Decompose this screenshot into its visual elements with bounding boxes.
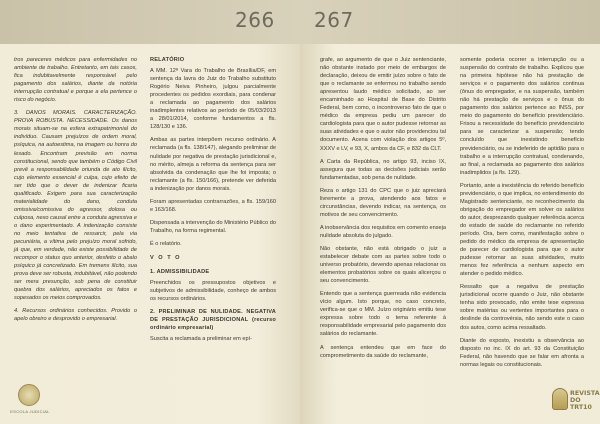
paragraph: tros pareceres médicos para enfermidades no ambiente de trabalho. Entretanto, em tais casos, fica indubitavelmente responsável pelo pagamento dos salários, diante da notória interrupção contratual e porque a ela pertence o risco do negócio. xyxy=(14,57,137,104)
paragraph: grafe, ao argumento de que o Juiz sentenciante, não obstante instado por meio de embargos de declaração, deixou de emitir juízo sobre o fato de que o reclamante se enfermou no trabalho sendo apresentou laudo médico solicitado, ao ser encaminhado ao Hospital de Base do Distrito Federal, bem como, o incontroverso fato de que o médico da empresa pediu um parecer do cardiologista para que o autor pudesse retornar as suas atividades e que o autor não providenciou tal documento. Acena com violação dos artigos 5º, XXXV e LV, e 93, X, ambos da CF, e 832 da CLT. xyxy=(320,57,446,152)
paragraph: Suscita a reclamada a preliminar em epí- xyxy=(150,336,252,343)
paragraph: Portanto, ante a inexistência do referido benefício previdenciário, o que implica, no entendimento do Magistrado sentenciante, no reconhecimento da obrigação do empregador em solver os salários do autor, desprezando qualquer referência acerca do estado de saúde do reclamante no referido período. Ora, bem como, manifestação sobre o pedido do médico da empresa de apresentação de parecer de cardiologista para que o autor pudesse retornar as suas atividades, muito menos fez referência a nenhum aspecto em atender o pedido médico. xyxy=(460,182,584,278)
revista-trt10-label: REVISTA DO TRT10 xyxy=(570,390,600,412)
section-heading: 1. ADMISSIBILIDADE xyxy=(150,269,210,276)
right-column-1 xyxy=(320,56,446,365)
paragraph: Foram apresentadas contrarrazões, a fls. 159/160 e 163/168. xyxy=(150,198,276,213)
paragraph: Dispensada a intervenção do Ministério Público do Trabalho, na forma regimental. xyxy=(150,219,276,234)
paragraph: Entendo que a sentença guerreada não evidencia vício algum. Isto porque, no caso concreto, verifica-se que o MM. Juízo originário emitiu tese expressa sobre todo o tema referente à responsabilidade empresarial pelo pagamento dos salários do reclamante. xyxy=(320,291,446,338)
right-page xyxy=(300,0,600,424)
trt10-emblem-icon xyxy=(552,388,568,410)
paragraph: 3. DANOS MORAIS. CARACTERIZAÇÃO. PROVA ROBUSTA. NECESSIDADE. Os danos morais situam-se na esfera extrapatrimonial do indivíduo. Causam prejuízos de ordem moral, psíquica, na autoestima, na imagem ou honra do lesado. Encontram previsão em norma constitucional, sendo que também o Código Civil prevê a responsabilidade oriunda de ato ilícito, cujo elemento essencial é culpa, cujo efeito de ser tido que o dever de indenizar ficaria qualificado. Exigem para sua caracterização materialidade do dano, conduta omissiva/comissiva do agressor, dolosa ou culposa, nexo causal entre a conduta agressiva e o dano experimentado. A indenização consiste no meio tentativa de ressarcir, pela via pecuniária, a vítima pelo prejuízo moral sofrido, já que, em verdade, não existe possibilidade de recompor o status quo anterior, desfeito o abalo psíquico já concretizado. Em tremens ilícito, sua prova deve ser robusta, indubitável, não podendo ser mera presunção, sob pena de constituir quebra dos salários, apreciados os fatos e sopesados os meios comprovados. xyxy=(14,110,137,302)
paragraph: Ressalto que a negativa de prestação jurisdicional ocorre quando o Juiz, não obstante tenha sido provocado, não emite tese expressa sobre matérias ou vertentes importantes para o deslinde da controvérsia, não sendo este o caso dos autos, como acima ressaltado. xyxy=(460,284,584,331)
paragraph: Diante do exposto, inexistiu a observância ao disposto no inc. IX do art. 93 da Constituição Federal, não havendo que se falar em afronta a normas legais ou constitucionais. xyxy=(460,337,584,368)
paragraph: Preenchidos os pressupostos objetivos e subjetivos de admissibilidade, conheço de ambos os recursos ordinários. xyxy=(150,280,276,303)
paragraph: Ambas as partes interpõem recurso ordinário. A reclamada (a fls. 138/147), alegando preliminar de nulidade por negativa de prestação jurisdicional e, no mérito, almeja a reforma da sentença para ser absolvida da condenação que lhe foi imposta; o reclamante (a fls. 150/166), pretende ver deferida a indenização por danos morais. xyxy=(150,137,276,192)
section-heading: RELATÓRIO xyxy=(150,57,185,63)
section-heading: V O T O xyxy=(150,254,182,261)
paragraph: É o relatório. xyxy=(150,240,182,247)
left-column-2 xyxy=(150,56,276,348)
left-column-1 xyxy=(14,56,137,329)
revista-trt10-logo xyxy=(552,384,598,420)
paragraph: A MM. 12ª Vara do Trabalho de Brasília/DF, em sentença da lavra do Juiz do Trabalho substituto Rogério Neiva Pinheiro, julgou parcialmente procedentes os pedidos exordiais, para condenar a reclamada ao pagamento dos salários inadimplentes relativos ao período de 05/03/2013 a 28/01/2014, conforme fundamentos a fls. 128/130 e 136. xyxy=(150,68,276,131)
paragraph: A Carta da República, no artigo 93, inciso IX, assegura que todas as decisões judiciais serão fundamentadas, sob pena de nulidade. xyxy=(320,158,446,181)
escola-judicial-label: ESCOLA JUDICIAL xyxy=(10,409,50,414)
left-page-number: 266 xyxy=(235,8,275,32)
right-column-2 xyxy=(460,56,584,374)
paragraph: somente poderia ocorrer a interrupção ou a suspensão do contrato de trabalho. Explicou que na primeira hipótese não há prestação de serviços e o pagamento dos salários continua (ônus do empregador, e na suspensão, também não há prestação de serviços e o ônus do pagamento dos salários pertence ao INSS, por meio do pagamento do benefício previdenciário. Frisou a necessidade do benefício previdenciário para se caracterizar a suspensão; tendo concluído que inexistindo benefício previdenciário, ou se indeferido de aptidão para o trabalho e a interrupção contratual, condenando, ao final, a reclamada ao pagamento dos salários inadimplidos (a fls. 129). xyxy=(460,57,584,176)
paragraph: A inobservância dos requisitos em comento enseja nulidade absoluta do julgado. xyxy=(320,224,446,239)
escola-judicial-logo xyxy=(10,384,50,420)
escola-judicial-emblem-icon xyxy=(18,384,40,406)
section-heading: 2. PRELIMINAR DE NULIDADE. NEGATIVA DE PRESTAÇÃO JURISDICIONAL (recurso ordinário empresarial) xyxy=(150,309,276,332)
paragraph: 4. Recursos ordinários conhecidos. Provido o apelo obreiro e desprovido o empresarial. xyxy=(14,308,137,323)
paragraph: A sentença entendeu que em face do comprometimento da saúde do reclamante, xyxy=(320,344,446,359)
paragraph: Reza o artigo 131 do CPC que o juiz apreciará livremente a prova, atendendo aos fatos e circunstâncias, devendo indicar, na sentença, os motivos de seu convencimento. xyxy=(320,187,446,218)
right-page-number: 267 xyxy=(314,8,354,32)
paragraph: Não obstante, não está obrigado o juiz a estabelecer debate com as partes sobre todo o universo probatório, devendo apenas relacionar os elementos probatórios sobre os quais alicerçou o seu convencimento. xyxy=(320,245,446,285)
